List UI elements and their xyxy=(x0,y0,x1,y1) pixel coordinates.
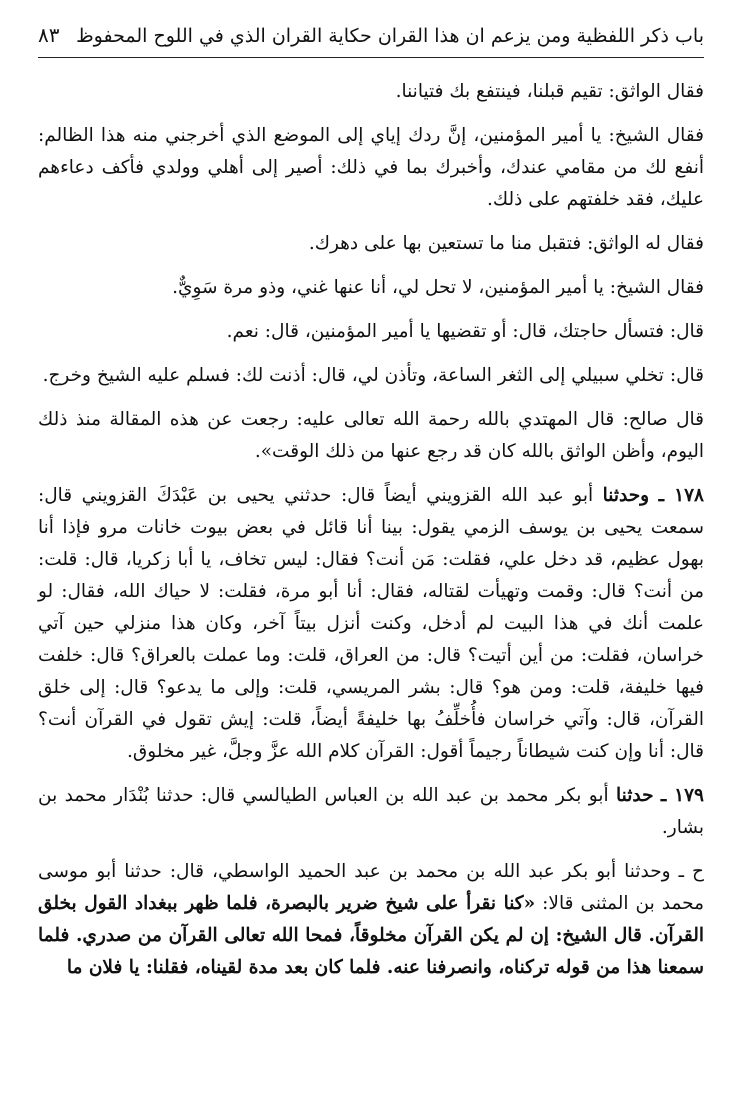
paragraph: فقال له الواثق: فتقبل منا ما تستعين بها على دهرك. xyxy=(308,233,704,254)
paragraph: قال صالح: قال المهتدي بالله رحمة الله تعالى عليه: رجعت عن هذه المقالة منذ ذلك اليوم، وأظن الواثق بالله كان قد رجع عنها من ذلك الوقت». xyxy=(38,409,704,462)
running-header xyxy=(38,20,704,58)
page-body xyxy=(38,76,704,984)
paragraph: فقال الشيخ: يا أمير المؤمنين، إنَّ ردك إياي إلى الموضع الذي أخرجني منه هذا الظالم: أنفع لك من مقامي عندك، وأخبرك بما في ذلك: أصير إلى أهلي وولدي فأكف دعاءهم عليك، فقد خلفتهم على ذلك. xyxy=(38,125,704,210)
hadith-178 xyxy=(38,480,704,768)
paragraph: قال: فتسأل حاجتك، قال: أو تقضيها يا أمير المؤمنين، قال: نعم. xyxy=(226,321,704,342)
hadith-keyword: وحدثنا xyxy=(602,485,650,506)
hadith-179 xyxy=(38,780,704,844)
quoted-text: «كنا نقرأ على شيخ ضرير بالبصرة، فلما ظهر ببغداد القول بخلق القرآن. قال الشيخ: إن لم يكن القرآن مخلوقاً، فمحا الله تعالى القرآن من صدري. فلما سمعنا هذا من قوله تركناه، وانصرفنا عنه. فلما كان بعد مدة لقيناه، فقلنا: يا فلان ما xyxy=(38,893,704,978)
page-number: ٨٣ xyxy=(38,23,60,47)
hadith-number: ١٧٩ ـ xyxy=(660,785,704,806)
hadith-alt-chain xyxy=(38,856,704,984)
hadith-text: أبو عبد الله القزويني أيضاً قال: حدثني يحيى بن عَبْدَكَ القزويني قال: سمعت يحيى بن يوسف الزمي يقول: بينا أنا قائل في بعض بيوت خانات مرو فإذا أنا بهول عظيم، قد دخل علي، فقلت: مَن أنت؟ فقال: ليس تخاف، يا أبا زكريا، قال: قلت: من أنت؟ قال: وقمت وتهيأت لقتاله، فقال: أنا أبو مرة، فقلت: لا حياك الله، فقال: لو علمت أنك في هذا البيت لم أدخل، وكنت أنزل بيتاً آخر، وكان هذا منزلي حين آتي خراسان، فقلت: من أين أتيت؟ قال: من العراق، قلت: وما عملت بالعراق؟ قال: خلفت فيها خليفة، قلت: ومن هو؟ قال: بشر المريسي، قلت: وإلى ما يدعو؟ قال: إلى خلق القرآن، قال: وآتي خراسان فأُخلِّفُ بها خليفةً أيضاً، قلت: إيش تقول في القرآن أنت؟ قال: أنا وإن كنت شيطاناً رجيماً أقول: القرآن كلام الله عزَّ وجلَّ، غير مخلوق. xyxy=(38,485,704,762)
hadith-text: أبو بكر محمد بن عبد الله بن العباس الطيالسي قال: حدثنا بُنْدَار محمد بن بشار. xyxy=(38,785,704,838)
paragraph: فقال الواثق: تقيم قبلنا، فينتفع بك فتياننا. xyxy=(395,81,704,102)
chapter-title: باب ذكر اللفظية ومن يزعم ان هذا القران حكاية القران الذي في اللوح المحفوظ xyxy=(76,25,704,47)
hadith-keyword: حدثنا xyxy=(615,785,654,806)
chain-text: ح ـ وحدثنا أبو بكر عبد الله بن محمد بن عبد الحميد الواسطي، قال: حدثنا أبو موسى محمد بن المثنى قالا: xyxy=(38,861,704,914)
hadith-number: ١٧٨ ـ xyxy=(658,485,704,506)
paragraph: فقال الشيخ: يا أمير المؤمنين، لا تحل لي، أنا عنها غني، وذو مرة سَوِيٌّ. xyxy=(172,277,704,298)
paragraph: قال: تخلي سبيلي إلى الثغر الساعة، وتأذن لي، قال: أذنت لك: فسلم عليه الشيخ وخرج. xyxy=(42,365,704,386)
